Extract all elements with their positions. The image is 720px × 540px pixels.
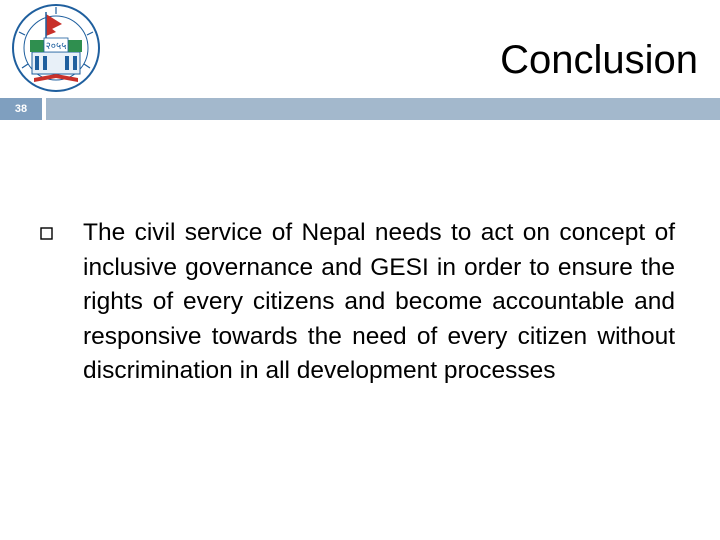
slide-number: 38 xyxy=(0,98,42,120)
bullet-text: The civil service of Nepal needs to act on concept of inclusive governance and GESI in order to ensure the rights of every citizens and become accountable and responsive towards the need of every citizen without discrimination in all development processes xyxy=(83,219,675,384)
slide-title: Conclusion xyxy=(500,38,698,82)
college-logo xyxy=(4,2,104,96)
college-emblem-icon xyxy=(4,2,104,96)
logo-numeral-text: २०५५ xyxy=(45,41,67,52)
hollow-square-bullet-icon xyxy=(40,227,53,240)
title-divider-bar xyxy=(46,98,720,120)
